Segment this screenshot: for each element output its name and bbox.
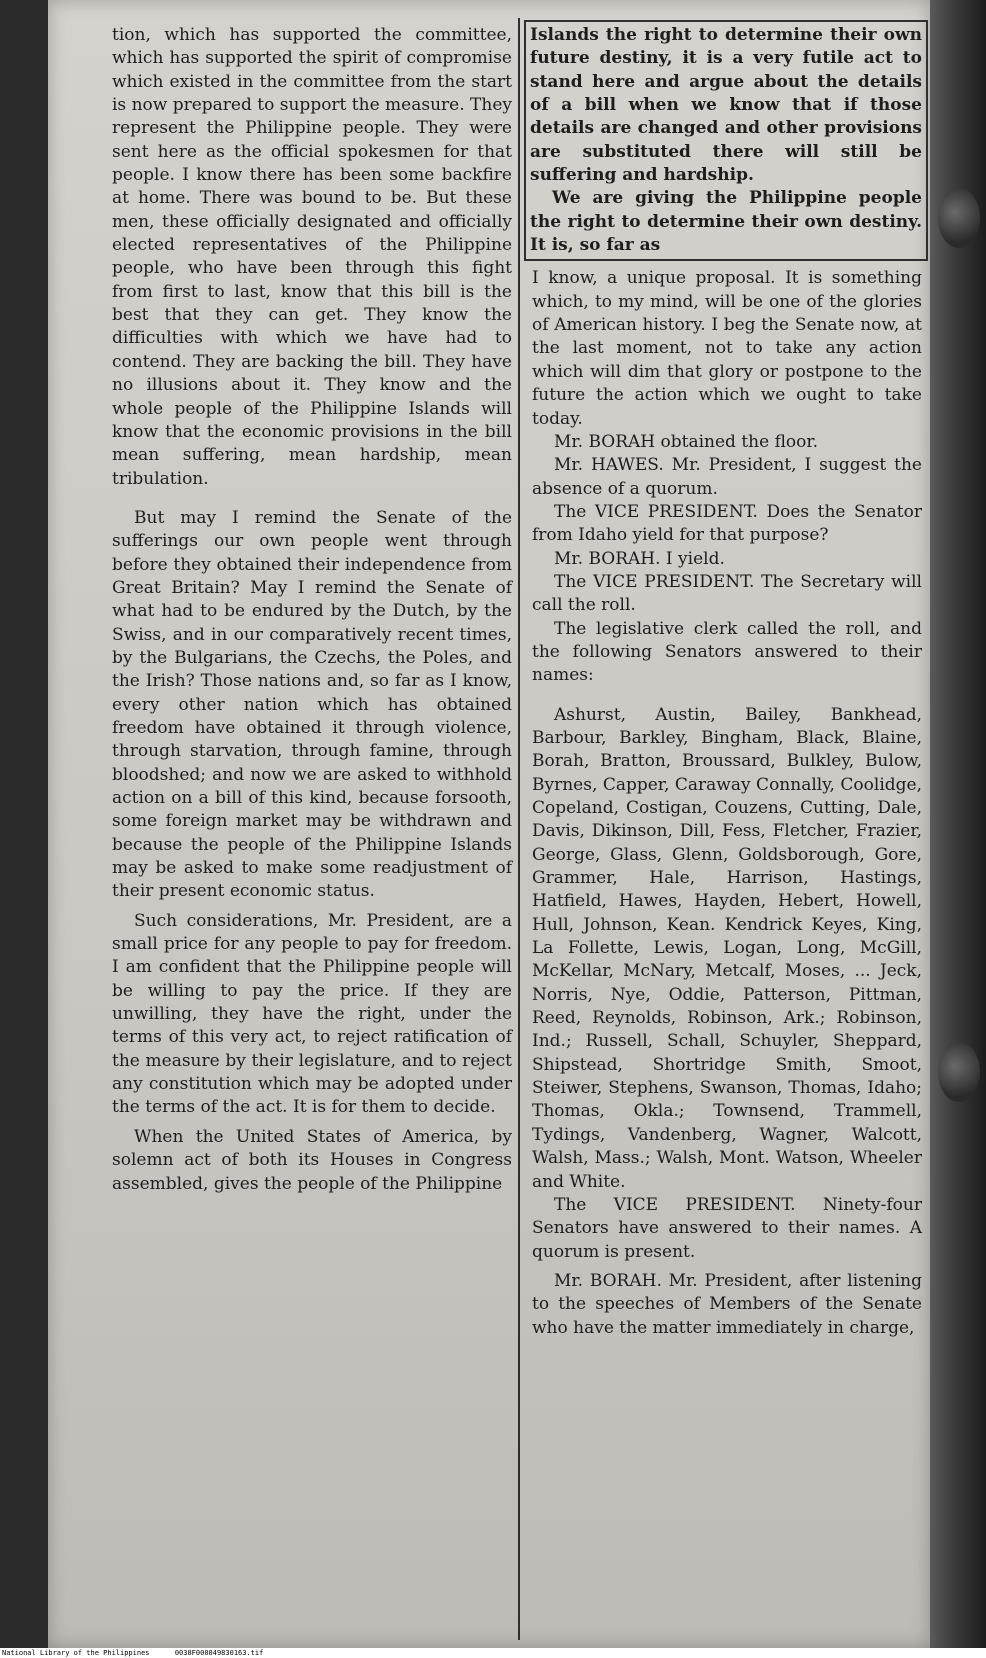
roll-call-list: Ashurst, Austin, Bailey, Bankhead, Barbour, Barkley, Bingham, Black, Blaine, Borah, Bratton, Broussard, Bulkley, Bulow, Byrnes, Capper, Caraway Connally, Coolidge, Copeland, Costigan, Couzens, Cutting, Dale, Davis, Dikinson, Dill, Fess, Fletcher, Frazier, George, Glass, Glenn, Goldsborough, Gore, Grammer, Hale, Harrison, Hastings, Hatfield, Hawes, Hayden, Hebert, Howell, Hull, Johnson, Kean. Kendrick Keyes, King, La Follette, Lewis, Logan, Long, McGill, McKellar, McNary, Metcalf, Moses, ... Jeck, Norris, Nye, Oddie, Patterson, Pittman, Reed, Reynolds, Robinson, Ark.; Robinson, Ind.; Russell, Schall, Schuyler, Sheppard, Shipstead, Shortridge Smith, Smoot, Steiwer, Stephens, Swanson, Thomas, Idaho; Thomas, Okla.; Townsend, Trammell, Tydings, Vandenberg, Wagner, Walcott, Walsh, Mass.; Walsh, Mont. Watson, Wheeler and White. [532,704,922,1192]
boxed-paragraph: Islands the right to determine their own future destiny, it is a very futile act to stand here and argue about the details of a bill when we know that if those details are changed and other provisions are substituted there will still be suffering and hardship. [530,25,922,186]
column-divider [518,18,520,1640]
right-column [524,20,928,1340]
boxed-paragraph: We are giving the Philippine people the right to determine their own destiny. It is, so far as [530,188,922,256]
right-paragraph: The legislative clerk called the roll, and the following Senators answered to their names: [532,618,922,686]
archive-footer [0,1648,986,1658]
right-paragraph: Mr. BORAH. I yield. [554,548,725,569]
left-paragraph: tion, which has supported the committee, which has supported the spirit of compromise which existed in the committee from the start is now prepared to support the measure. They represent the Philippine people. They were sent here as the official spokesmen for that people. I know there has been some backfire at home. There was bound to be. But these men, these officially designated and officially elected representatives of the Philippine people, who have been through this fight from first to last, know that this bill is the best that they can get. They know the difficulties with which we have had to contend. They are backing the bill. They have no illusions about it. They know and the whole people of the Philippine Islands will know that the economic provisions in the bill mean suffering, mean hardship, mean tribulation. [112,25,512,489]
left-paragraph: Such considerations, Mr. President, are a small price for any people to pay for freedom. I am confident that the Philippine people will be willing to pay the price. If they are unwilling, they have the right, under the terms of this very act, to reject ratification of the measure by their legislature, and to reject any constitution which may be adopted under the terms of the act. It is for them to decide. [112,910,512,1118]
footer-credit: National Library of the Philippines [2,1649,150,1657]
right-paragraph: The VICE PRESIDENT. The Secretary will call the roll. [532,571,922,616]
right-paragraph: The VICE PRESIDENT. Ninety-four Senators have answered to their names. A quorum is present. [532,1194,922,1262]
newspaper-clipping [48,0,930,1648]
right-paragraph: Mr. BORAH obtained the floor. [554,431,819,452]
right-paragraph: I know, a unique proposal. It is something which, to my mind, will be one of the glories of American history. I beg the Senate now, at the last moment, not to take any action which will dim that glory or postpone to the future the action which we ought to take today. [532,268,922,429]
right-paragraph: Mr. HAWES. Mr. President, I suggest the absence of a quorum. [532,455,922,499]
binding-knob-bottom [938,1042,980,1102]
footer-file-id: 0038F000049830163.tif [174,1649,264,1657]
left-paragraph: When the United States of America, by solemn act of both its Houses in Congress assembled, gives the people of the Philippine [112,1126,512,1194]
boxed-excerpt [524,20,928,261]
right-paragraph: Mr. BORAH. Mr. President, after listening to the speeches of Members of the Senate who have the matter immediately in charge, [532,1270,922,1338]
right-paragraph: The VICE PRESIDENT. Does the Senator from Idaho yield for that purpose? [532,501,922,546]
left-paragraph: But may I remind the Senate of the sufferings our own people went through before they obtained their independence from Great Britain? May I remind the Senate of what had to be endured by the Dutch, by the Swiss, and in our comparatively recent times, by the Bulgarians, the Czechs, the Poles, and the Irish? Those nations and, so far as I know, every other nation which has obtained freedom have obtained it through violence, through starvation, through famine, through bloodshed; and now we are asked to withhold action on a bill of this kind, because forsooth, some foreign market may be withdrawn and because the people of the Philippine Islands may be asked to make some readjustment of their present economic status. [112,507,512,902]
binding-knob-top [938,188,980,248]
left-column [106,20,518,1196]
